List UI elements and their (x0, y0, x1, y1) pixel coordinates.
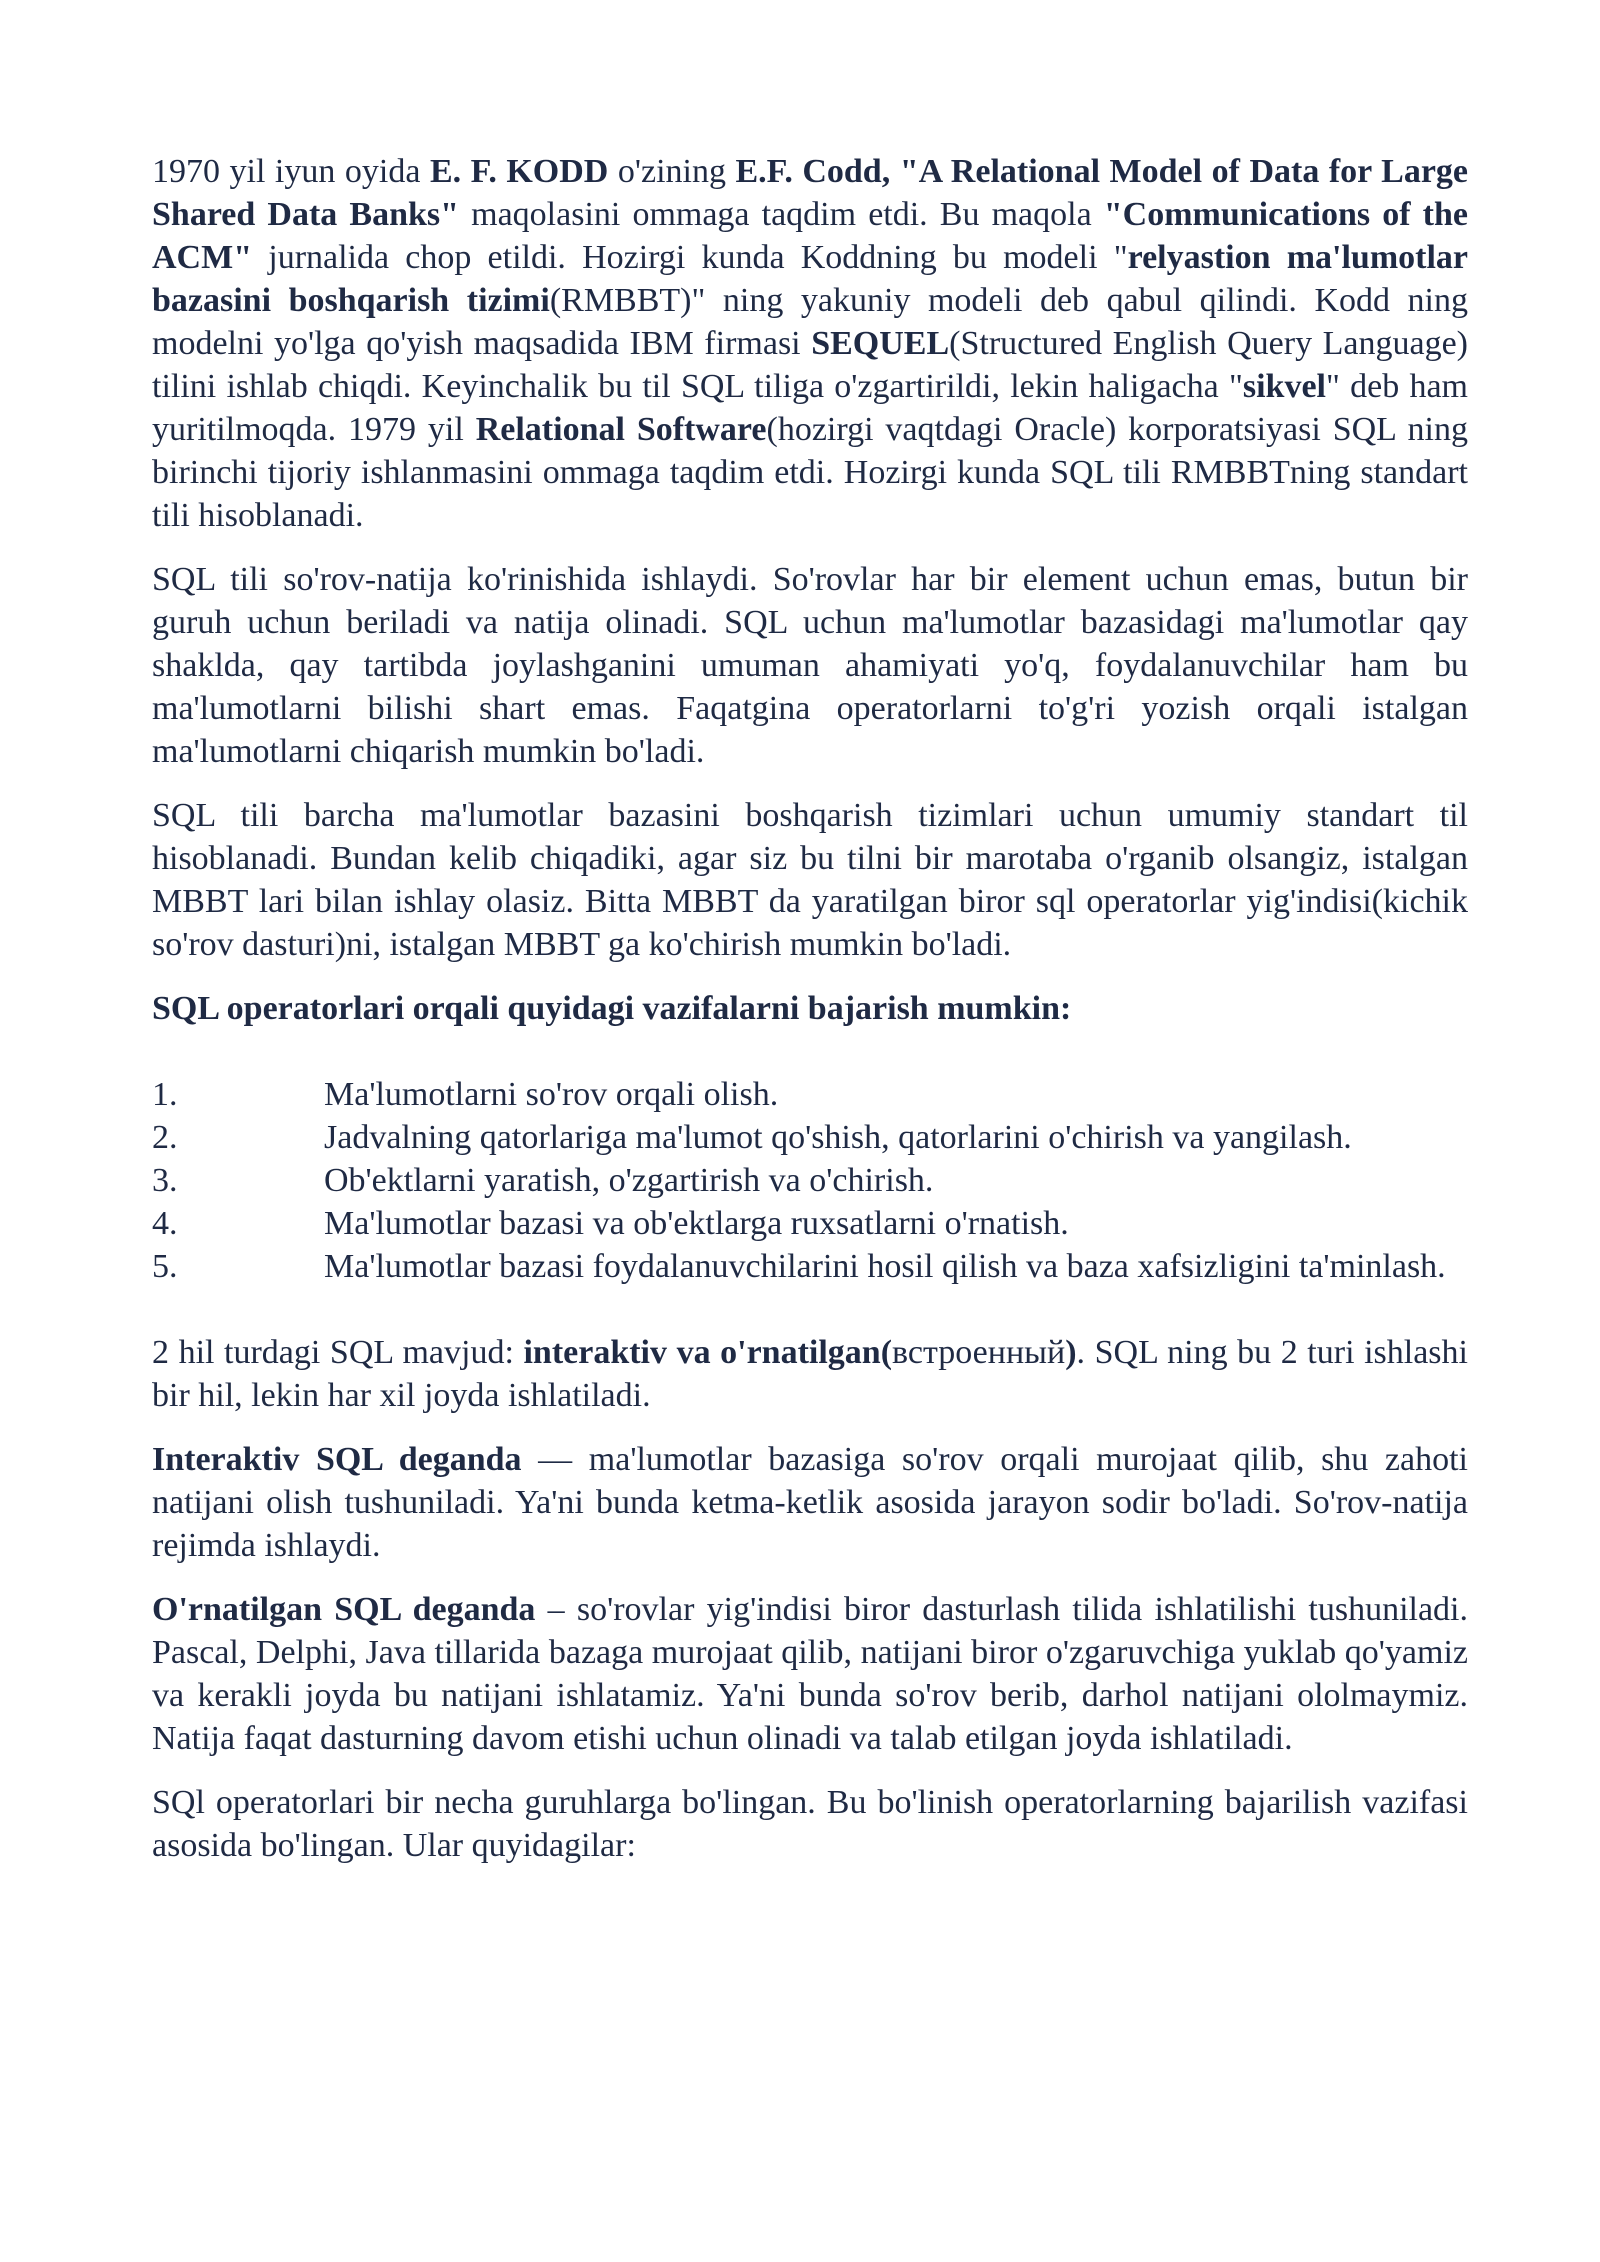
paragraph-interactive (152, 1438, 1468, 1567)
author-name: E. F. KODD (429, 153, 609, 190)
paper-title: E.F. Codd, "A Relational Model of Data for Large Shared Data Banks" (152, 153, 1469, 233)
list-item (152, 1073, 1468, 1116)
text: . SQL ning bu 2 turi ishlashi bir hil, lekin har xil joyda ishlatiladi. (152, 1334, 1468, 1414)
paragraph-embedded (152, 1588, 1468, 1760)
list-number: 3. (152, 1162, 178, 1199)
paragraph-history (152, 150, 1468, 537)
text-russian: встроенный (892, 1334, 1066, 1371)
list-number: 2. (152, 1119, 178, 1156)
list-number: 1. (152, 1076, 178, 1113)
text: (Structured English Query Language) tilini ishlab chiqdi. Keyinchalik bu til SQL tiliga o'zgartirildi, lekin haligacha " (152, 325, 1468, 405)
list-number: 5. (152, 1248, 178, 1285)
term: Interaktiv SQL deganda (152, 1441, 522, 1478)
text: 1970 yil iyun oyida (152, 153, 430, 190)
term: O'rnatilgan SQL deganda (152, 1591, 536, 1628)
text: (RMBBT)" ning yakuniy modeli deb qabul qilindi. Kodd ning modelni yo'lga qo'yish maqsadida IBM firmasi (152, 282, 1468, 362)
term: ) (1065, 1334, 1077, 1371)
text: — ma'lumotlar bazasiga so'rov orqali murojaat qilib, shu zahoti natijani olish tushuniladi. Ya'ni bunda ketma-ketlik asosida jarayon sodir bo'ladi. So'rov-natija rejimda ishlaydi. (152, 1441, 1468, 1564)
text: (hozirgi vaqtdagi Oracle) korporatsiyasi SQL ning birinchi tijoriy ishlanmasini ommaga taqdim etdi. Hozirgi kunda SQL tili RMBBTning standart tili hisoblanadi. (152, 411, 1468, 534)
paragraph-standard: SQL tili barcha ma'lumotlar bazasini boshqarish tizimlari uchun umumiy standart til hisoblanadi. Bundan kelib chiqadiki, agar siz bu tilni bir marotaba o'rganib olsangiz, istalgan MBBT lari bilan ishlay olasiz. Bitta MBBT da yaratilgan biror sql operatorlar yig'indisi(kichik so'rov dasturi)ni, istalgan MBBT ga ko'chirish mumkin bo'ladi. (152, 797, 1468, 963)
task-list (152, 1073, 1468, 1288)
journal-name: "Communications of the ACM" (152, 196, 1469, 276)
paragraph-groups: SQl operatorlari bir necha guruhlarga bo'lingan. Bu bo'linish operatorlarning bajarilish vazifasi asosida bo'lingan. Ular quyidagilar: (152, 1784, 1468, 1864)
term: interaktiv va o'rnatilgan( (523, 1334, 893, 1371)
text: maqolasini ommaga taqdim etdi. Bu maqola (459, 196, 1104, 233)
list-text: Ma'lumotlarni so'rov orqali olish. (324, 1076, 779, 1113)
term: sikvel (1242, 368, 1326, 405)
list-item (152, 1159, 1468, 1202)
term: Relational Software (475, 411, 767, 448)
list-number: 4. (152, 1205, 178, 1242)
document-page (152, 150, 1468, 1888)
list-text: Ma'lumotlar bazasi va ob'ektlarga ruxsatlarni o'rnatish. (324, 1205, 1069, 1242)
text: o'zining (608, 153, 736, 190)
paragraph-sql-types (152, 1331, 1468, 1417)
term: SEQUEL (811, 325, 950, 362)
text: " deb ham yuritilmoqda. 1979 yil (152, 368, 1468, 448)
list-text: Jadvalning qatorlariga ma'lumot qo'shish, qatorlarini o'chirish va yangilash. (324, 1119, 1352, 1156)
list-text: Ob'ektlarni yaratish, o'zgartirish va o'chirish. (324, 1162, 934, 1199)
text: – so'rovlar yig'indisi biror dasturlash tilida ishlatilishi tushuniladi. Pascal, Delphi, Java tillarida bazaga murojaat qilib, natijani biror o'zgaruvchiga yuklab qo'yamiz va kerakli joyda bu natijani ishlatamiz. Ya'ni bunda so'rov berib, darhol natijani ololmaymiz. Natija faqat dasturning davom etishi uchun olinadi va talab etilgan joyda ishlatiladi. (152, 1591, 1468, 1757)
list-item (152, 1116, 1468, 1159)
list-item (152, 1245, 1468, 1288)
list-item (152, 1202, 1468, 1245)
paragraph-query-result: SQL tili so'rov-natija ko'rinishida ishlaydi. So'rovlar har bir element uchun emas, butun bir guruh uchun beriladi va natija olinadi. SQL uchun ma'lumotlar bazasidagi ma'lumotlar qay shaklda, qay tartibda joylashganini umuman ahamiyati yo'q, foydalanuvchilar ham bu ma'lumotlarni bilishi shart emas. Faqatgina operatorlarni to'g'ri yozish orqali istalgan ma'lumotlarni chiqarish mumkin bo'ladi. (152, 561, 1468, 770)
term: relyastion ma'lumotlar bazasini boshqarish tizimi (152, 239, 1468, 319)
section-heading: SQL operatorlari orqali quyidagi vazifalarni bajarish mumkin: (152, 990, 1072, 1027)
list-text: Ma'lumotlar bazasi foydalanuvchilarini hosil qilish va baza xafsizligini ta'minlash. (324, 1248, 1446, 1285)
text: jurnalida chop etildi. Hozirgi kunda Koddning bu modeli " (252, 239, 1128, 276)
text: 2 hil turdagi SQL mavjud: (152, 1334, 524, 1371)
